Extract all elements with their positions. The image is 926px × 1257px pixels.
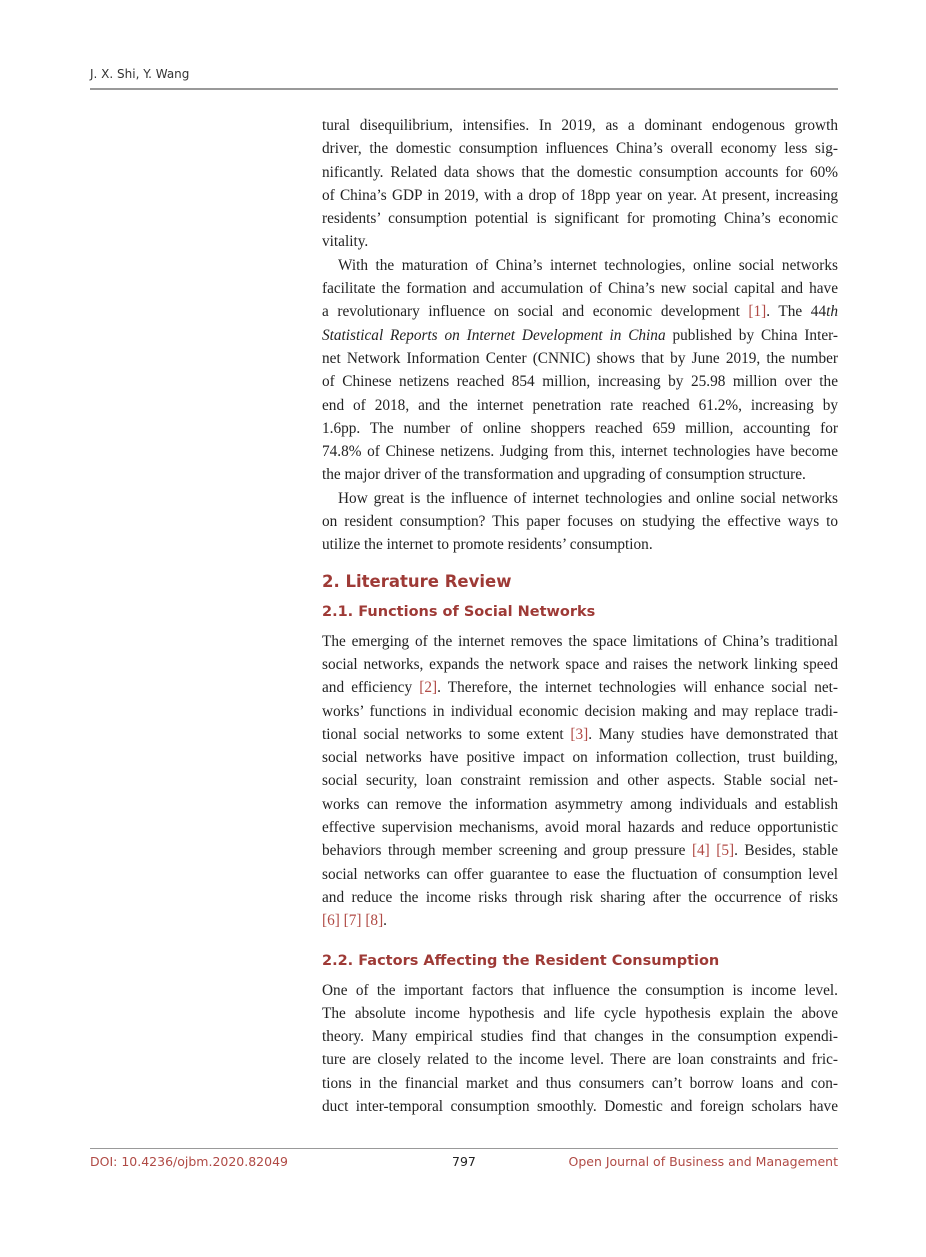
text-span: vitality. [322,233,369,251]
text-line [322,1025,838,1048]
text-line [322,114,838,137]
text-span: net Network Information Center (CNNIC) shows that by June 2019, the number [322,349,838,367]
text-line [322,184,838,207]
text-span: With the maturation of China’s internet technologies, online social networks [338,256,838,274]
text-span: on resident consumption? This paper focuses on studying the effective ways to [322,513,838,531]
text-line [322,463,838,486]
text-line [322,1095,838,1118]
text-line [322,440,838,463]
text-span: driver, the domestic consumption influences China’s overall economy less sig- [322,140,838,158]
text-span: social networks have positive impact on information collection, trust building, [322,749,838,767]
subsection-heading: 2.2. Factors Affecting the Resident Consumption [322,952,720,969]
text-line [322,1048,838,1071]
text-span: social networks can offer guarantee to ease the fluctuation of consumption level [322,865,838,883]
text-span: social security, loan constraint remission and other aspects. Stable social net- [322,772,838,790]
citation-link[interactable]: [6] [7] [8] [322,912,384,930]
text-span: published by China Inter- [665,326,839,344]
text-span: duct inter-temporal consumption smoothly. Domestic and foreign scholars have [322,1097,838,1115]
paragraph [322,254,838,487]
text-line [322,723,838,746]
text-span: 1.6pp. The number of online shoppers reached 659 million, accounting for [322,419,838,437]
text-line [322,417,838,440]
text-span: of Chinese netizens reached 854 million, increasing by 25.98 million over the [322,373,838,391]
text-span: the major driver of the transformation and upgrading of consumption structure. [322,466,806,484]
subsection-heading: 2.1. Functions of Social Networks [322,603,596,620]
paragraph [322,630,838,933]
paragraph [322,114,838,254]
text-line [322,1002,838,1025]
text-line [322,394,838,417]
text-span: facilitate the formation and accumulation of China’s new social capital and have [322,280,838,298]
header-rule [90,88,838,90]
text-line [322,207,838,230]
text-span: tional social networks to some extent [322,725,571,743]
body-column [322,114,838,1118]
text-span: tions in the financial market and thus consumers can’t borrow loans and con- [322,1074,838,1092]
text-span: of China’s GDP in 2019, with a drop of 18pp year on year. At present, increasing [322,186,838,204]
text-line [322,886,838,909]
journal-name[interactable]: Open Journal of Business and Management [568,1154,838,1169]
text-line [322,300,838,323]
italic-text: Statistical Reports on Internet Development in China [322,326,666,344]
text-span: and reduce the income risks through risk sharing after the occurrence of risks [322,888,838,906]
text-line [322,370,838,393]
text-span: effective supervision mechanisms, avoid moral hazards and reduce opportunistic [322,819,838,837]
text-span: utilize the internet to promote residents’ consumption. [322,536,653,554]
text-line [322,1072,838,1095]
text-line [322,510,838,533]
text-line [322,769,838,792]
text-line [322,793,838,816]
text-span: ture are closely related to the income level. There are loan constraints and fric- [322,1051,838,1069]
text-line [322,863,838,886]
text-line [322,979,838,1002]
paragraph [322,487,838,557]
citation-link[interactable]: [2] [419,679,438,697]
section-heading: 2. Literature Review [322,571,512,591]
text-line [322,347,838,370]
citation-link[interactable]: [3] [570,725,589,743]
text-line [322,653,838,676]
text-line [322,700,838,723]
text-line [322,839,838,862]
text-span: One of the important factors that influence the consumption is income level. [322,981,838,999]
text-span: theory. Many empirical studies find that changes in the consumption expendi- [322,1028,838,1046]
text-span: works can remove the information asymmetry among individuals and establish [322,795,838,813]
paragraph [322,979,838,1119]
citation-link[interactable]: [4] [5] [691,842,735,860]
text-span: . Besides, stable [734,842,838,860]
text-line [322,324,838,347]
text-span: a revolutionary influence on social and economic development [322,303,749,321]
footer-rule [90,1148,838,1149]
text-span: tural disequilibrium, intensifies. In 2019, as a dominant endogenous growth [322,117,838,134]
text-span: behaviors through member screening and group pressure [322,842,692,860]
text-span: social networks, expands the network space and raises the network linking speed [322,655,838,673]
text-span: How great is the influence of internet technologies and online social networks [338,489,838,507]
text-span: . Many studies have demonstrated that [588,725,838,743]
text-span: The absolute income hypothesis and life cycle hypothesis explain the above [322,1004,838,1022]
page-number: 797 [452,1154,476,1169]
text-span: nificantly. Related data shows that the domestic consumption accounts for 60% [322,163,838,181]
text-line [322,161,838,184]
citation-link[interactable]: [1] [748,303,767,321]
text-span: . Therefore, the internet technologies will enhance social net- [437,679,838,697]
text-line [322,230,838,253]
text-line [322,137,838,160]
text-span: . [383,912,387,930]
text-span: end of 2018, and the internet penetration rate reached 61.2%, increasing by [322,396,838,414]
text-span: and efficiency [322,679,420,697]
text-span: 74.8% of Chinese netizens. Judging from this, internet technologies have become [322,443,838,461]
text-span: works’ functions in individual economic decision making and may replace tradi- [322,702,838,720]
text-line [322,630,838,653]
text-line [322,816,838,839]
text-span: The emerging of the internet removes the space limitations of China’s traditional [322,632,838,650]
text-line [322,676,838,699]
text-span: . The 44 [766,303,827,321]
doi-link[interactable]: DOI: 10.4236/ojbm.2020.82049 [90,1154,288,1169]
text-line [322,277,838,300]
text-line [322,254,838,277]
text-line [322,533,838,556]
text-span: residents’ consumption potential is significant for promoting China’s economic [322,210,838,228]
italic-text: th [826,303,838,321]
running-head: J. X. Shi, Y. Wang [90,67,190,81]
text-line [322,746,838,769]
text-line [322,487,838,510]
text-line [322,909,838,932]
